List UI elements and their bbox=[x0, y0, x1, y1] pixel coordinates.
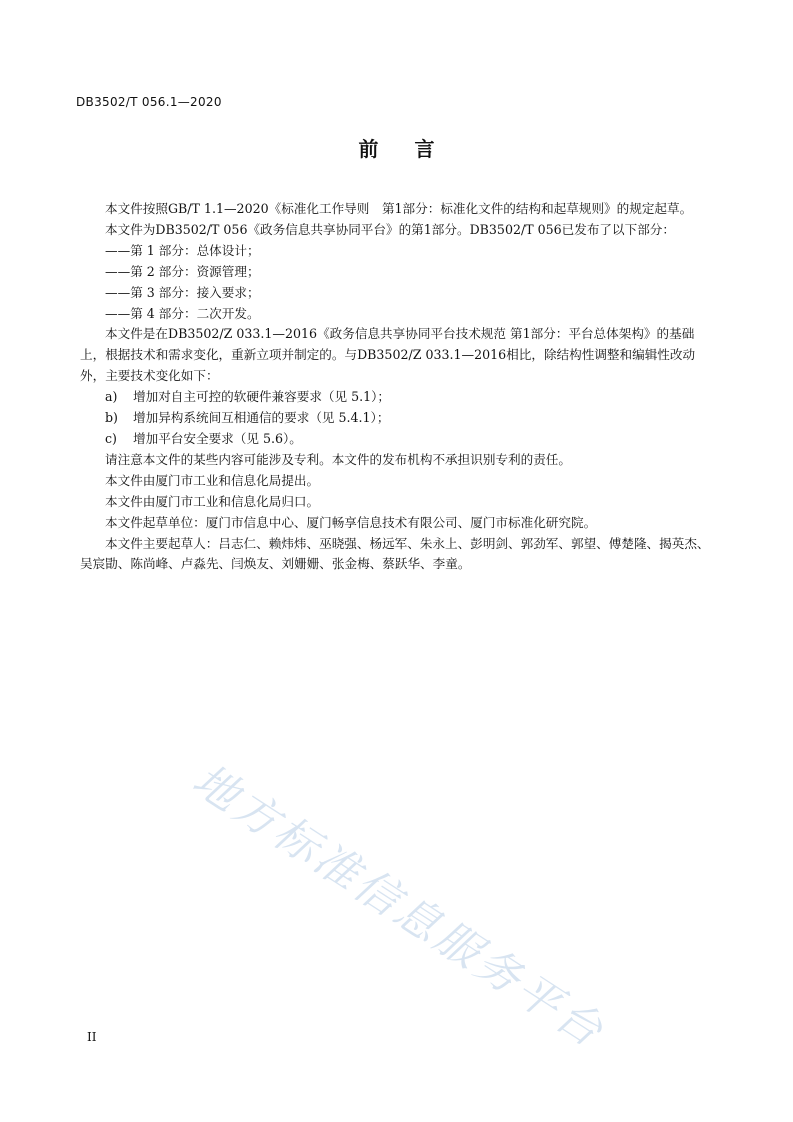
document-header-code: DB3502/T 056.1—2020 bbox=[76, 95, 222, 109]
page-number: II bbox=[87, 1030, 97, 1044]
part-list-item: ——第 2 部分：资源管理； bbox=[105, 263, 260, 279]
change-text: 增加对自主可控的软硬件兼容要求（见 5.1）； bbox=[133, 389, 391, 405]
paragraph-drafters: 本文件主要起草人：吕志仁、赖炜炜、巫晓强、杨远军、朱永上、彭明剑、郭劲军、郭望、傅楚隆、揭英杰、吴宸勖、陈尚峰、卢淼先、闫焕友、刘姗姗、张金梅、蔡跃华、李童。 bbox=[80, 535, 710, 572]
change-list-item bbox=[80, 408, 712, 429]
change-list-item bbox=[80, 429, 712, 450]
watermark-text: 地方标准信息服务平台 bbox=[183, 754, 614, 1059]
change-list-item bbox=[80, 387, 712, 408]
document-body bbox=[80, 199, 712, 575]
title-char-2: 言 bbox=[414, 137, 435, 161]
paragraph-drafting-basis: 本文件按照GB/T 1.1—2020《标准化工作导则 第1部分：标准化文件的结构和起草规则》的规定起草。 bbox=[105, 201, 693, 216]
part-list-item: ——第 3 部分：接入要求； bbox=[105, 284, 260, 300]
change-marker: c) bbox=[105, 430, 117, 446]
paragraph-part-info: 本文件为DB3502/T 056《政务信息共享协同平台》的第1部分。DB3502/T 056已发布了以下部分： bbox=[105, 221, 675, 237]
paragraph-revision-basis: 本文件是在DB3502/Z 033.1—2016《政务信息共享协同平台技术规范 第1部分：平台总体架构》的基础上，根据技术和需求变化，重新立项并制定的。与DB3502/Z 033.1—2016相比，除结构性调整和编辑性改动外，主要技术变化如下： bbox=[80, 326, 696, 384]
page-title bbox=[0, 133, 793, 162]
part-list-item: ——第 1 部分：总体设计； bbox=[105, 242, 260, 258]
change-marker: a) bbox=[105, 389, 118, 405]
paragraph-proposer: 本文件由厦门市工业和信息化局提出。 bbox=[105, 472, 320, 488]
paragraph-centralized-unit: 本文件由厦门市工业和信息化局归口。 bbox=[105, 493, 320, 509]
paragraph-drafting-units: 本文件起草单位：厦门市信息中心、厦门畅享信息技术有限公司、厦门市标准化研究院。 bbox=[105, 514, 597, 530]
change-marker: b) bbox=[105, 410, 118, 426]
title-char-1: 前 bbox=[358, 137, 379, 161]
paragraph-patent-notice: 请注意本文件的某些内容可能涉及专利。本文件的发布机构不承担识别专利的责任。 bbox=[105, 451, 571, 467]
change-text: 增加平台安全要求（见 5.6）。 bbox=[133, 430, 302, 446]
change-text: 增加异构系统间互相通信的要求（见 5.4.1）； bbox=[133, 410, 390, 426]
part-list-item: ——第 4 部分：二次开发。 bbox=[105, 305, 260, 321]
